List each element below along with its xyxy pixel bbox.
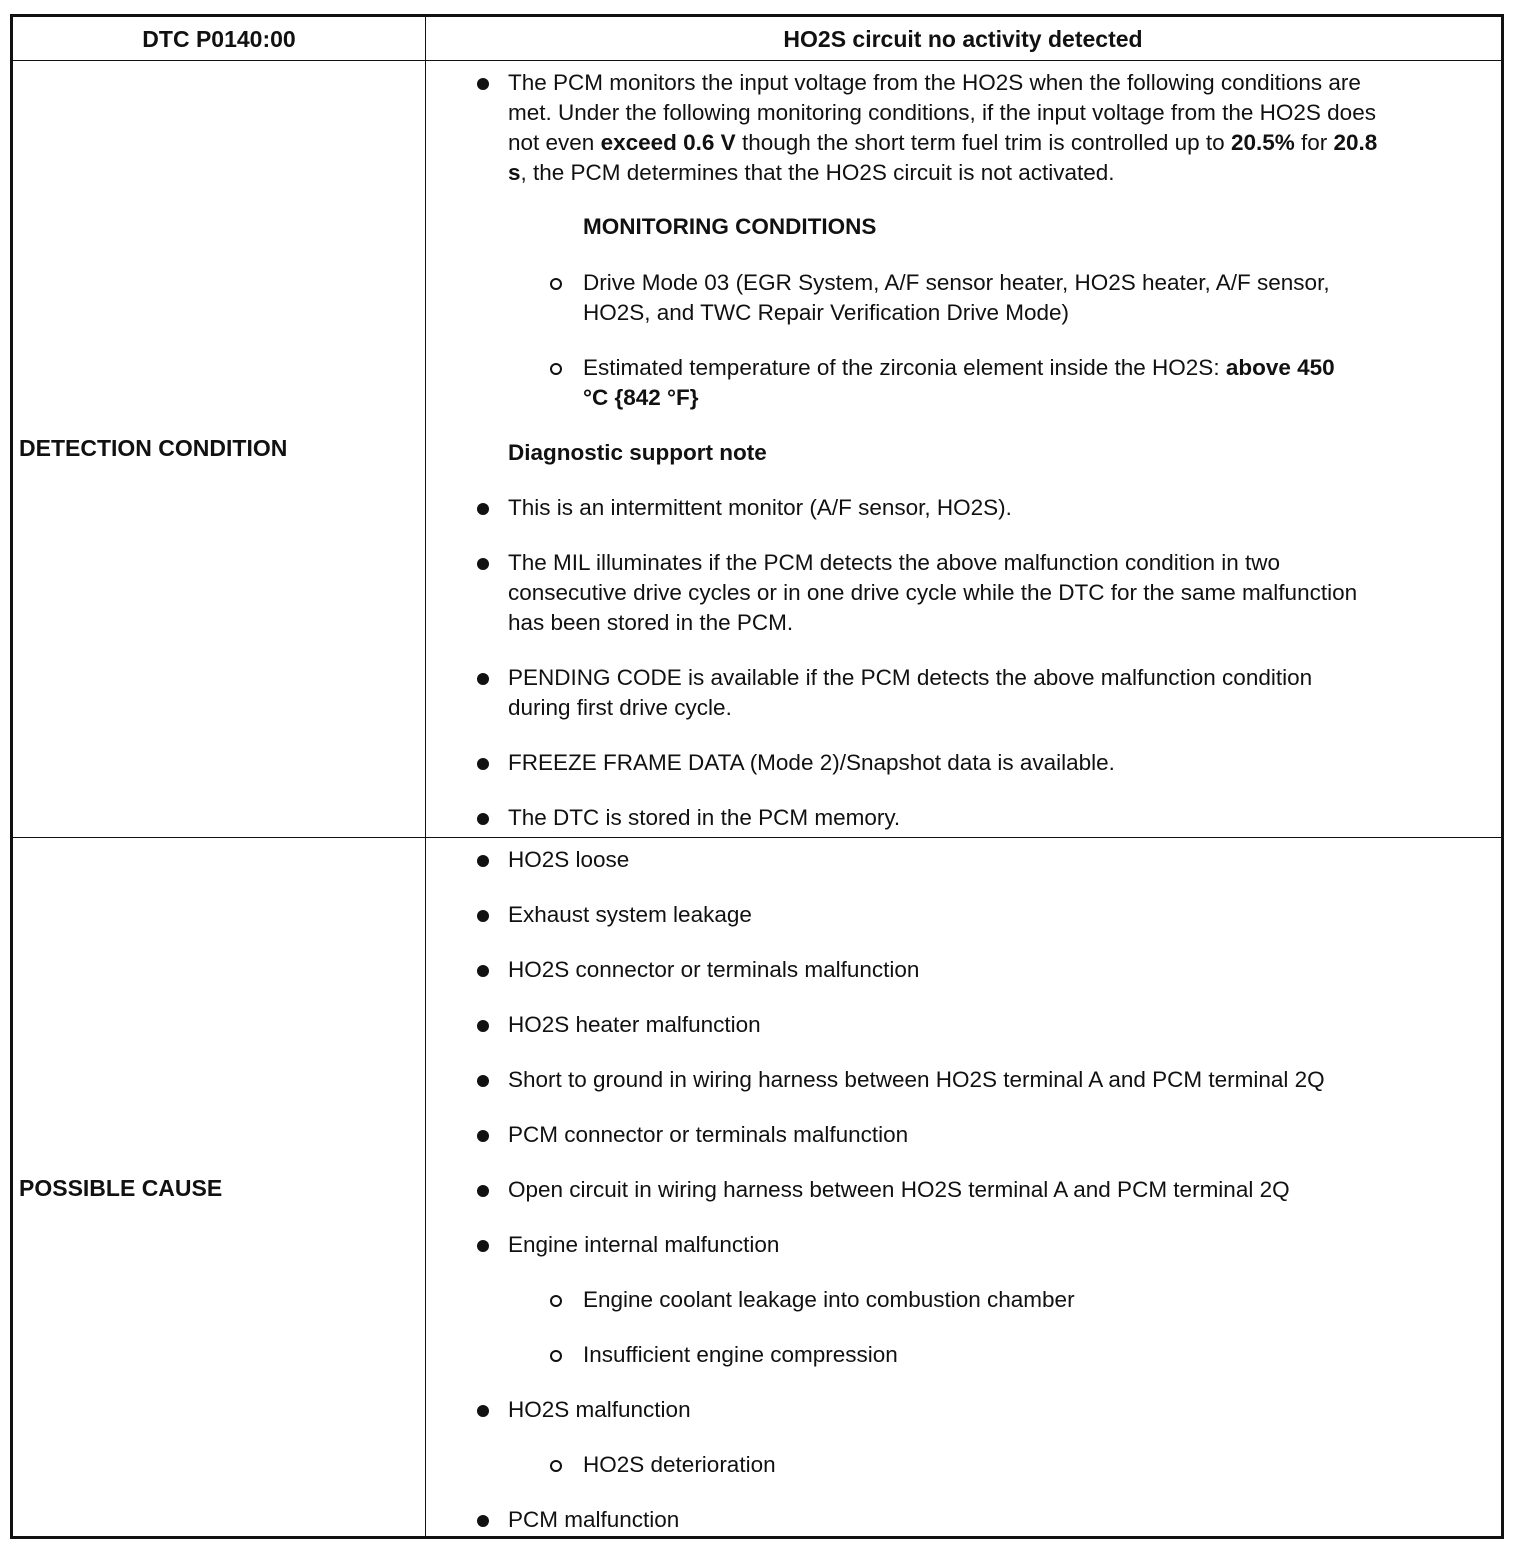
- bullet-icon: [477, 1075, 489, 1087]
- intro-line: not even exceed 0.6 V though the short term fuel trim is controlled up to 20.5% for 20.8: [508, 130, 1378, 155]
- bullet-icon: [477, 813, 489, 825]
- cause-item: PCM connector or terminals malfunction: [508, 1122, 909, 1147]
- cause-subitem: Insufficient engine compression: [583, 1342, 898, 1367]
- support-note: FREEZE FRAME DATA (Mode 2)/Snapshot data is available.: [508, 750, 1115, 775]
- monitoring-conditions-heading: MONITORING CONDITIONS: [583, 214, 877, 239]
- condition-line: HO2S, and TWC Repair Verification Drive Mode): [583, 300, 1070, 325]
- dtc-table: [10, 14, 1504, 1539]
- sub-bullet-icon: [550, 363, 562, 375]
- cause-subitem: HO2S deterioration: [583, 1452, 776, 1477]
- condition-line: Drive Mode 03 (EGR System, A/F sensor heater, HO2S heater, A/F sensor,: [583, 270, 1330, 295]
- bullet-icon: [477, 1515, 489, 1527]
- bullet-icon: [477, 1130, 489, 1142]
- support-note: during first drive cycle.: [508, 695, 732, 720]
- bullet-icon: [477, 910, 489, 922]
- bullet-icon: [477, 558, 489, 570]
- cause-item: HO2S malfunction: [508, 1397, 691, 1422]
- cause-item: HO2S heater malfunction: [508, 1012, 761, 1037]
- condition-line: °C {842 °F}: [583, 385, 699, 410]
- cause-item: Open circuit in wiring harness between HO2S terminal A and PCM terminal 2Q: [508, 1177, 1290, 1202]
- bullet-icon: [477, 1240, 489, 1252]
- dtc-title: HO2S circuit no activity detected: [783, 26, 1143, 52]
- condition-line: Estimated temperature of the zirconia element inside the HO2S: above 450: [583, 355, 1335, 380]
- bullet-icon: [477, 1405, 489, 1417]
- support-note: This is an intermittent monitor (A/F sensor, HO2S).: [508, 495, 1012, 520]
- diagnostic-support-heading: Diagnostic support note: [508, 440, 767, 465]
- bullet-icon: [477, 1185, 489, 1197]
- sub-bullet-icon: [550, 1350, 562, 1362]
- sub-bullet-icon: [550, 1460, 562, 1472]
- support-note: consecutive drive cycles or in one drive cycle while the DTC for the same malfunction: [508, 580, 1358, 605]
- cause-item: Short to ground in wiring harness between HO2S terminal A and PCM terminal 2Q: [508, 1067, 1325, 1092]
- bullet-icon: [477, 503, 489, 515]
- detection-condition-label: DETECTION CONDITION: [19, 435, 288, 461]
- bullet-icon: [477, 965, 489, 977]
- bullet-icon: [477, 758, 489, 770]
- intro-line: met. Under the following monitoring conditions, if the input voltage from the HO2S does: [508, 100, 1376, 125]
- cause-item: Exhaust system leakage: [508, 902, 752, 927]
- bullet-icon: [477, 673, 489, 685]
- sub-bullet-icon: [550, 278, 562, 290]
- bullet-icon: [477, 78, 489, 90]
- support-note: The MIL illuminates if the PCM detects the above malfunction condition in two: [508, 550, 1281, 575]
- intro-line: The PCM monitors the input voltage from the HO2S when the following conditions are: [508, 70, 1361, 95]
- cause-item: PCM malfunction: [508, 1507, 680, 1532]
- header-divider: [13, 60, 1501, 61]
- dtc-code: DTC P0140:00: [142, 26, 296, 52]
- support-note: PENDING CODE is available if the PCM detects the above malfunction condition: [508, 665, 1313, 690]
- row-divider: [13, 837, 1501, 838]
- support-note: The DTC is stored in the PCM memory.: [508, 805, 901, 830]
- cause-item: HO2S loose: [508, 847, 630, 872]
- sub-bullet-icon: [550, 1295, 562, 1307]
- cause-item: Engine internal malfunction: [508, 1232, 780, 1257]
- bullet-icon: [477, 855, 489, 867]
- cause-item: HO2S connector or terminals malfunction: [508, 957, 920, 982]
- support-note: has been stored in the PCM.: [508, 610, 794, 635]
- possible-cause-label: POSSIBLE CAUSE: [19, 1175, 223, 1201]
- intro-line: s, the PCM determines that the HO2S circuit is not activated.: [508, 160, 1115, 185]
- cause-subitem: Engine coolant leakage into combustion chamber: [583, 1287, 1075, 1312]
- bullet-icon: [477, 1020, 489, 1032]
- column-divider: [425, 17, 426, 1536]
